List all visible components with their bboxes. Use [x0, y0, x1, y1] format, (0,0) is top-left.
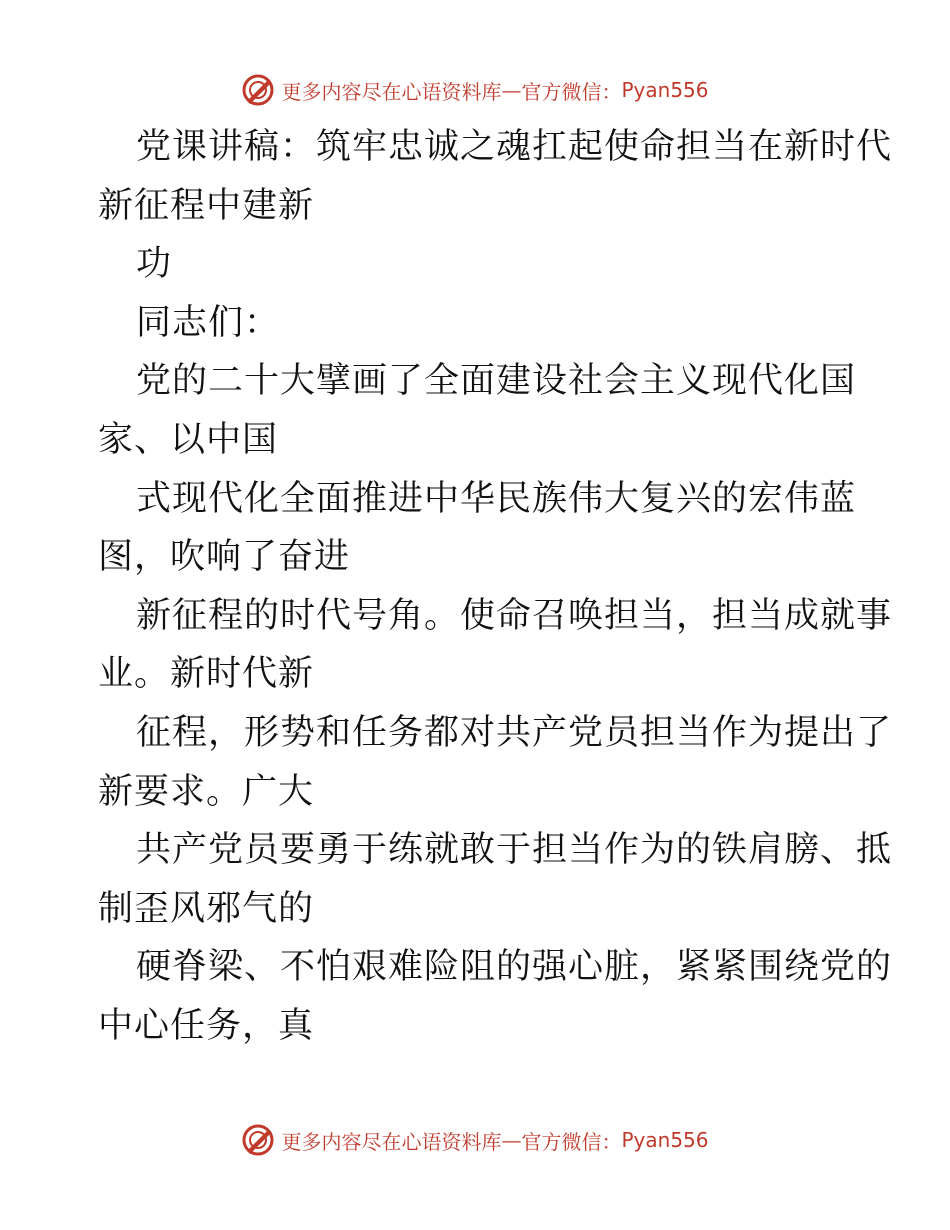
document-line: 中心任务，真 [98, 1005, 315, 1046]
watermark-label: 官方微信： [521, 1129, 622, 1154]
document-line: 图，吹响了奋进 [98, 537, 351, 578]
document-line: 硬脊梁、不怕艰难险阻的强心脏，紧紧围绕党的 [136, 947, 893, 988]
pen-logo-icon [241, 73, 275, 107]
document-line: 同志们： [136, 302, 281, 343]
document-line: 征程，形势和任务都对共产党员担当作为提出了 [136, 712, 893, 753]
document-line: 党课讲稿：筑牢忠诚之魂扛起使命担当在新时代 [136, 127, 893, 167]
document-line: 功 [136, 244, 173, 285]
watermark-dash: — [501, 1128, 522, 1152]
watermark-id: Pyan556 [621, 78, 709, 102]
watermark-brand: 更多内容尽在心语资料库 [281, 1129, 502, 1154]
document-line: 业。新时代新 [98, 654, 315, 695]
document-line: 制歪风邪气的 [98, 888, 315, 929]
watermark-dash: — [501, 78, 522, 102]
document-line: 式现代化全面推进中华民族伟大复兴的宏伟蓝 [136, 478, 857, 519]
header-watermark [0, 70, 950, 110]
document-line: 党的二十大擘画了全面建设社会主义现代化国 [136, 361, 857, 402]
document-line: 共产党员要勇于练就敢于担当作为的铁肩膀、抵 [136, 830, 893, 871]
document-line: 新征程中建新 [98, 185, 315, 226]
document-body [98, 118, 893, 1056]
pen-logo-icon [241, 1123, 275, 1157]
footer-watermark [0, 1120, 950, 1160]
document-line: 家、以中国 [98, 419, 279, 460]
document-line: 新要求。广大 [98, 771, 315, 812]
watermark-label: 官方微信： [521, 79, 622, 104]
watermark-id: Pyan556 [621, 1128, 709, 1152]
watermark-brand: 更多内容尽在心语资料库 [281, 79, 502, 104]
document-line: 新征程的时代号角。使命召唤担当，担当成就事 [136, 595, 893, 636]
